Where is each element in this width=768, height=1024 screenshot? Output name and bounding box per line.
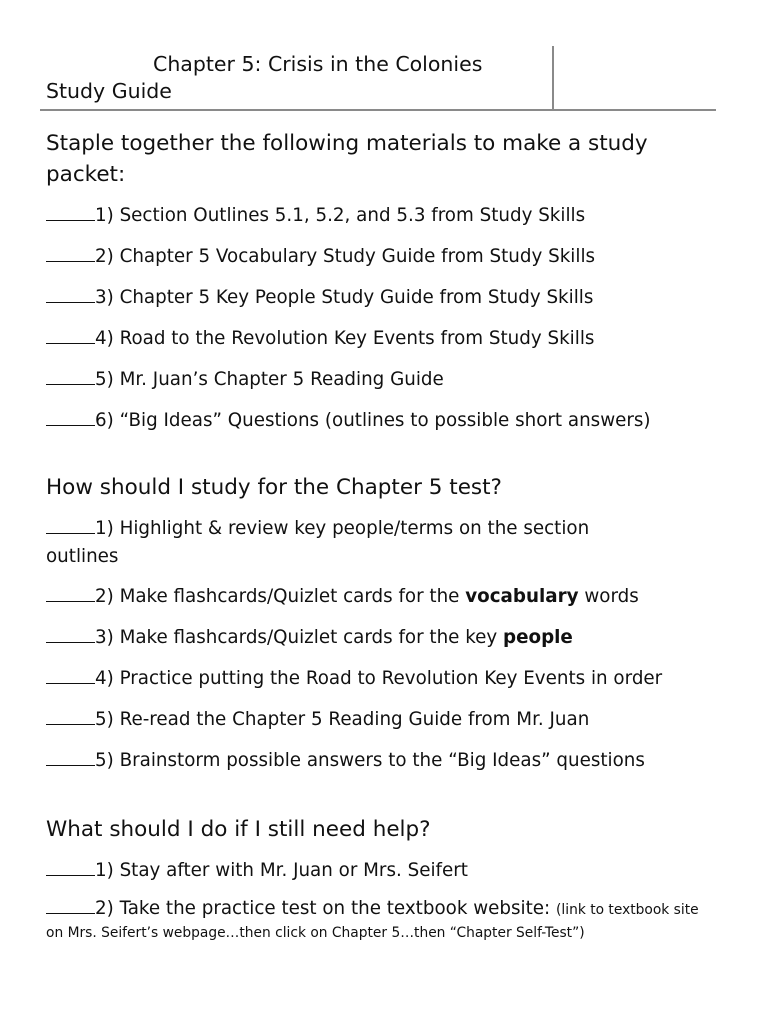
check-blank — [46, 328, 95, 344]
header-horizontal-rule — [40, 109, 716, 111]
check-blank — [46, 369, 95, 385]
check-blank — [46, 246, 95, 262]
check-blank — [46, 287, 95, 303]
checklist-item: 3) Chapter 5 Key People Study Guide from Study Skills — [46, 284, 726, 311]
checklist-item: 2) Take the practice test on the textbook website: (link to textbook site on Mrs. Seifert’s webpage…then click on Chapter 5…then “Chapter Self-Test”) — [46, 898, 699, 941]
checklist-item: 2) Make flashcards/Quizlet cards for the vocabulary words — [46, 583, 726, 610]
checklist-item: 4) Road to the Revolution Key Events from Study Skills — [46, 325, 726, 352]
checklist-item: 3) Make flashcards/Quizlet cards for the key people — [46, 624, 726, 651]
check-blank — [46, 586, 95, 602]
section-study-packet — [46, 128, 726, 434]
check-blank — [46, 860, 95, 876]
checklist-item: 2) Chapter 5 Vocabulary Study Guide from Study Skills — [46, 243, 726, 270]
document-title: Chapter 5: Crisis in the Colonies — [153, 52, 483, 76]
section-heading-study-packet: Staple together the following materials to make a study packet: — [46, 131, 648, 187]
check-blank — [46, 668, 95, 684]
checklist-item: 1) Highlight & review key people/terms on the section outlines — [46, 518, 590, 567]
header-vertical-rule — [552, 46, 554, 110]
section-need-help — [46, 814, 726, 944]
check-blank — [46, 627, 95, 643]
check-blank — [46, 898, 95, 914]
check-blank — [46, 709, 95, 725]
document-body — [46, 128, 726, 941]
check-blank — [46, 518, 95, 534]
checklist-item: 6) “Big Ideas” Questions (outlines to possible short answers) — [46, 407, 726, 434]
checklist-item: 4) Practice putting the Road to Revolution Key Events in order — [46, 665, 726, 692]
section-heading-how-to-study: How should I study for the Chapter 5 test? — [46, 475, 502, 500]
check-blank — [46, 750, 95, 766]
checklist-item: 5) Brainstorm possible answers to the “Big Ideas” questions — [46, 747, 726, 774]
section-how-to-study — [46, 472, 726, 774]
check-blank — [46, 205, 95, 221]
document-header — [0, 0, 768, 112]
section-heading-need-help: What should I do if I still need help? — [46, 817, 431, 842]
link-note: (link to textbook site on Mrs. Seifert’s webpage…then click on Chapter 5…then “Chapter Self-Test”) — [46, 902, 699, 941]
checklist-item: 5) Mr. Juan’s Chapter 5 Reading Guide — [46, 366, 726, 393]
check-blank — [46, 410, 95, 426]
checklist-item: 5) Re-read the Chapter 5 Reading Guide from Mr. Juan — [46, 706, 726, 733]
checklist-item: 1) Stay after with Mr. Juan or Mrs. Seifert — [46, 857, 726, 884]
checklist-item: 1) Section Outlines 5.1, 5.2, and 5.3 from Study Skills — [46, 202, 726, 229]
document-subtitle: Study Guide — [46, 79, 172, 103]
